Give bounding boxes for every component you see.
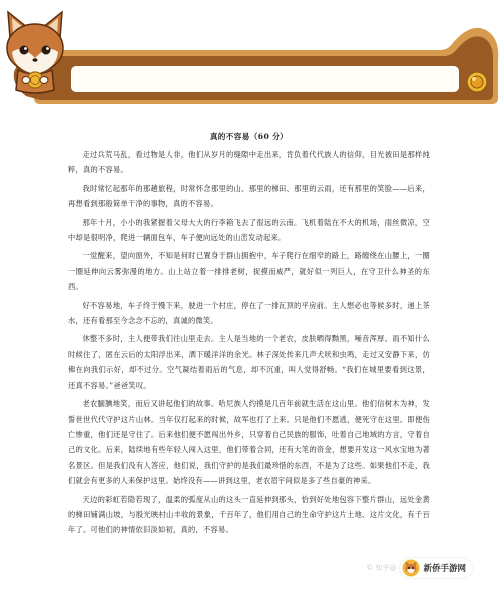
fox-mascot-icon	[2, 8, 68, 94]
essay-paragraph-7: 老农腼腆地笑，而后又讲起他们的故事。哈尼族人约摸是几百年前就生活在这山里。他们信树木为神，发誓世世代代守护这片山林。当年仅打起来的时候，故军也打了上来。只是他们不愿逃，便死守在这里。即便伤亡惨重，他们还是守住了。后来他们便不愿闯出外乡，只穿着自己民族的服饰，吐着自己地域的方言，守着自己的文化。后来，陆续地有些年轻人闯入这里，他们带着合同，还有大笔的资金，想要开发这一风水宝地为著名景区。但是我们没有人答应，他们说，我们守护的是我们最珍惜的东西，不是为了这些。如果他们不走，我们就会有更多的人来保护这里。始终没有——讲到这里，老农眉宇间似是多了些自豪的神采。	[68, 399, 430, 486]
essay-paragraph-1: 走过兵荒马乱，看过物是人非，他们从岁月的缝隙中走出来，肯负着代代族人的信仰，目光被田是那样纯粹，真的不容易。	[68, 150, 430, 175]
essay-title: 真的不容易（60 分）	[209, 132, 289, 141]
essay-paragraph-5: 好不容易地，车子终于慢下来，驶进一个村庄，停在了一排瓦顶的平房前。主人想必也等候多时，递上茶水，还有看那至今念念不忘的，真诚的微笑。	[68, 300, 430, 326]
essay-paragraph-4: 一觉醒来，望向窗外，不知是何时已置身于群山拥抱中，车子爬行在细窄的路上，路缠绕在山腰上，一圈一圈延伸向云雾弥漫的地方。山上站立着一排排老树，捉摸而威严，就好似一列巨人，在守卫什么神圣的东西。	[68, 251, 430, 292]
watermark-badge	[400, 558, 472, 578]
essay-paragraph-8: 天边的彩虹若隐若现了，温柔的弧度从山的这头一直延伸到那头，恰到好处地包容下整片群山，远处金黄的梯田铺满山坡，与殷光映村山丰收的景象，千百年了，他们用自己的生命守护这片土地、这片文化，有千百年了。可他们的神情依旧淡如初，真的，不容易。	[68, 494, 430, 535]
fox-logo-icon	[402, 559, 420, 577]
watermark-site-name: 新侨手游网	[423, 564, 466, 574]
essay-paragraph-3: 那年十月，小小的我紧握着父母大大的行李箱飞去了很远的云南。飞机着陆在不大的机场，雨丝微凉，空中却是很明净，爬进一辆面包车，车子便向远处的山峦发动起来。	[68, 217, 430, 243]
watermark	[366, 557, 472, 579]
watermark-source-text: © 知乎@	[366, 564, 397, 572]
essay-paragraph-2: 我时常忆起那年的那趟旅程，时常怀念那里的山、那里的梯田、那里的云雨，还有那里的笑脸——后来，再想看到那般简单干净的事物，真的不容易。	[68, 183, 430, 209]
essay-paragraph-6: 休整不多时，主人便带我们往山里走去。主人是当地的一个老农，皮肤晒得黝黑，噪音浑厚。雨不知什么时候住了，匿在云后的太阳浮出来，洒下暖洋洋的余光。林子深处传来几声犬吠和虫鸣，走过又安静下来，仿佛在向我们示好，却不过分。空气凝结着雨后的气息，却不沉重，叫人觉得舒畅。“我们在城里要看到这景，还真不容易。”爸爸笑叹。	[68, 334, 430, 390]
header-banner	[0, 0, 500, 110]
essay-article	[68, 132, 430, 541]
banner-background	[0, 0, 500, 110]
banner-text-area	[71, 66, 459, 92]
gold-coin-icon	[466, 71, 488, 93]
